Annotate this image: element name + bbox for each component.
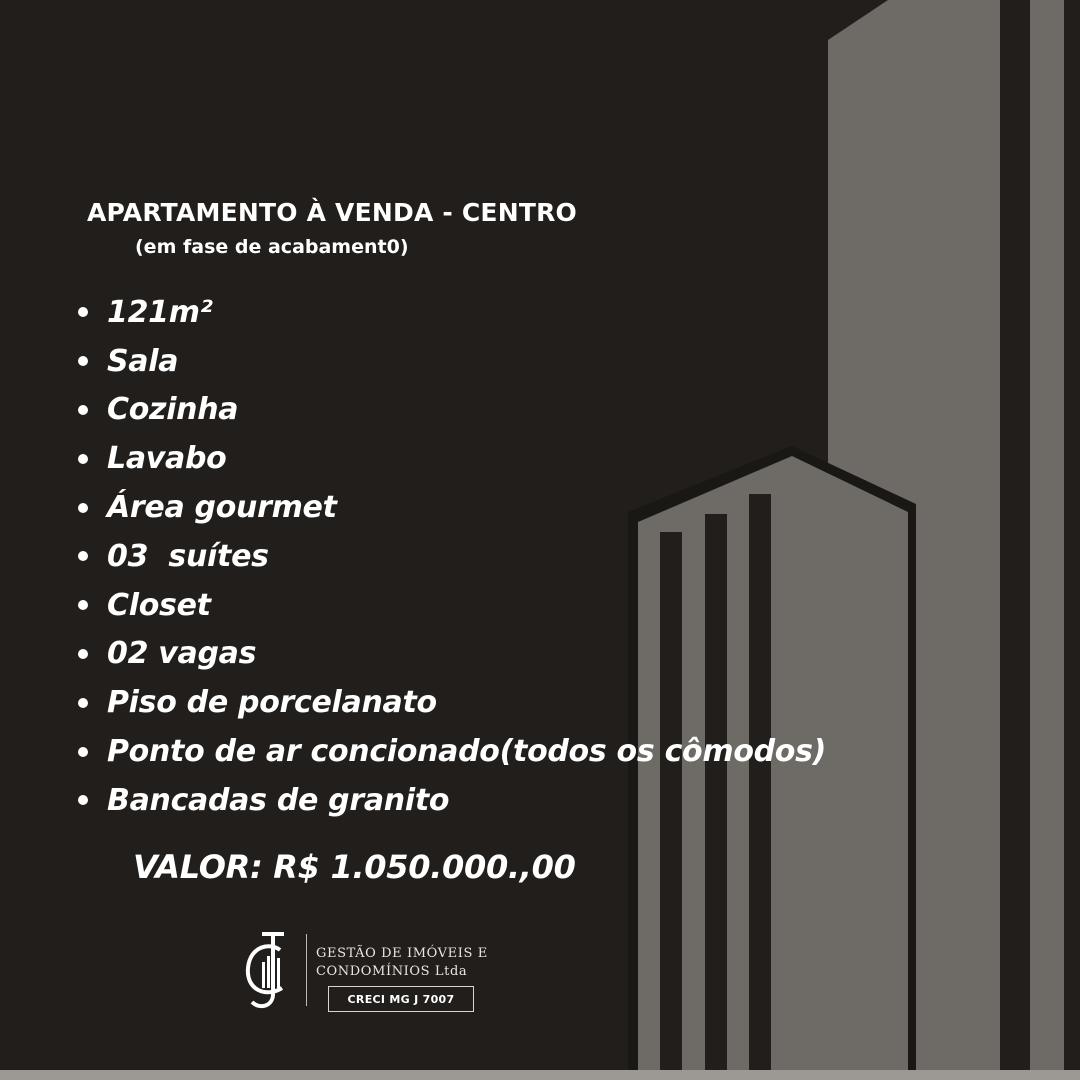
feature-label: Ponto de ar concionado(todos os cômodos) — [107, 734, 827, 770]
feature-label: 02 vagas — [107, 636, 257, 672]
feature-item — [78, 288, 826, 337]
feature-item — [78, 630, 826, 679]
bullet-icon — [78, 307, 88, 317]
listing-title: APARTAMENTO À VENDA - CENTRO — [87, 198, 577, 227]
bullet-icon — [78, 747, 88, 757]
feature-list — [78, 288, 826, 825]
price-label: VALOR: R$ 1.050.000.,00 — [133, 848, 576, 886]
company-name-line-1: GESTÃO DE IMÓVEIS E — [316, 946, 488, 961]
feature-item — [78, 532, 826, 581]
bullet-icon — [78, 503, 88, 513]
feature-label: Closet — [107, 587, 211, 623]
feature-label: Bancadas de granito — [107, 782, 450, 818]
bullet-icon — [78, 649, 88, 659]
feature-item — [78, 581, 826, 630]
feature-label: 121m² — [107, 294, 213, 330]
feature-label: Lavabo — [107, 441, 227, 477]
bullet-icon — [78, 551, 88, 561]
feature-label: Sala — [107, 343, 179, 379]
feature-label: Piso de porcelanato — [107, 685, 437, 721]
company-logo — [240, 928, 500, 1018]
bullet-icon — [78, 405, 88, 415]
feature-label: 03 suítes — [107, 538, 269, 574]
bullet-icon — [78, 600, 88, 610]
logo-divider — [306, 934, 307, 1006]
feature-item — [78, 386, 826, 435]
listing-subtitle: (em fase de acabament0) — [135, 236, 409, 258]
feature-item — [78, 727, 826, 776]
bullet-icon — [78, 356, 88, 366]
feature-item — [78, 678, 826, 727]
bullet-icon — [78, 795, 88, 805]
company-name-line-2: CONDOMÍNIOS Ltda — [316, 964, 468, 979]
bullet-icon — [78, 698, 88, 708]
feature-item — [78, 434, 826, 483]
feature-item — [78, 483, 826, 532]
feature-item — [78, 337, 826, 386]
feature-item — [78, 776, 826, 825]
bullet-icon — [78, 454, 88, 464]
feature-label: Cozinha — [107, 392, 239, 428]
jc-monogram-icon — [240, 928, 296, 1012]
feature-label: Área gourmet — [107, 490, 337, 526]
creci-badge: CRECI MG J 7007 — [328, 986, 474, 1012]
